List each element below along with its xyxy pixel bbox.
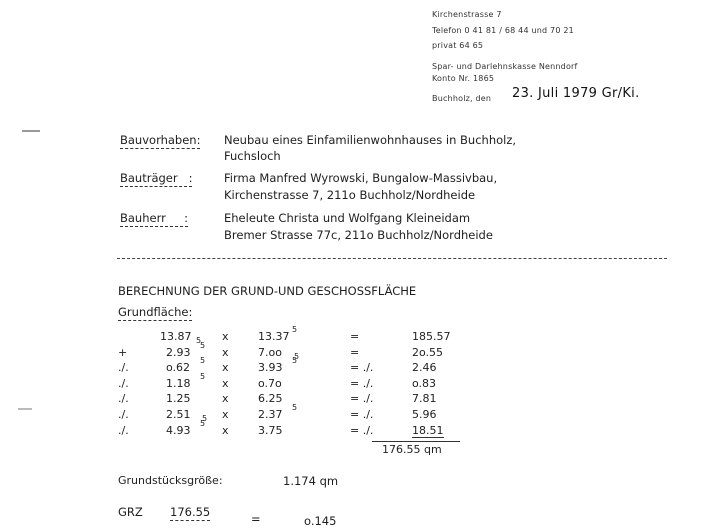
row-width: 3.75 — [258, 423, 283, 437]
row-equals: = ./. — [350, 361, 374, 375]
row-times: x — [222, 408, 229, 421]
row-length: 2.93 — [166, 345, 191, 359]
project-value-bauherr-line2: Bremer Strasse 77c, 211o Buchholz/Nordheide — [224, 228, 493, 242]
total-area: 176.55 qm — [382, 443, 442, 456]
row-superscript: 5 — [292, 356, 298, 366]
row-equals: = ./. — [350, 376, 374, 390]
row-superscript: 5 — [200, 356, 206, 366]
project-label-bautraeger: Bauträger : — [120, 171, 193, 185]
section-separator — [117, 258, 667, 259]
row-times: x — [222, 392, 229, 406]
letterhead-account: Konto Nr. 1865 — [432, 74, 495, 83]
project-label-bauvorhaben: Bauvorhaben: — [120, 133, 201, 147]
row-subscript: 5 — [294, 351, 300, 361]
row-operator: ./. — [118, 408, 129, 421]
calculation-heading: BERECHNUNG DER GRUND-UND GESCHOSSFLÄCHE — [118, 284, 417, 298]
row-operator: + — [118, 345, 128, 359]
row-equals: = ./. — [350, 423, 374, 437]
row-operator: ./. — [118, 423, 129, 437]
grz-equals: = — [251, 512, 261, 526]
row-width: o.7o — [258, 376, 282, 390]
lot-size-label: Grundstücksgröße: — [118, 474, 223, 487]
row-result: 185.57 — [412, 330, 451, 343]
letterhead-private-phone: privat 64 65 — [432, 41, 484, 50]
row-equals: = ./. — [350, 392, 374, 406]
project-value-bauherr-line1: Eheleute Christa und Wolfgang Kleineidam — [224, 211, 471, 225]
project-value-bautraeger-line1: Firma Manfred Wyrowski, Bungalow-Massivbau, — [224, 171, 498, 185]
row-width: 3.93 — [258, 361, 283, 375]
row-width: 6.25 — [258, 392, 283, 406]
row-length: 1.25 — [166, 392, 191, 406]
scan-speck — [22, 130, 40, 132]
project-value-bauvorhaben-line2: Fuchsloch — [224, 149, 281, 163]
letterhead-phone: Telefon 0 41 81 / 68 44 und 70 21 — [432, 26, 574, 35]
lot-size-value: 1.174 qm — [283, 474, 339, 488]
row-subscript: 5 — [196, 336, 202, 345]
row-result: o.83 — [412, 376, 437, 390]
letterhead-place: Buchholz, den — [432, 94, 492, 103]
letterhead-bank: Spar- und Darlehnskasse Nenndorf — [432, 62, 578, 71]
row-result: 2o.55 — [412, 345, 444, 359]
row-superscript: 5 — [200, 340, 206, 350]
row-equals: = — [350, 330, 360, 343]
row-length: 13.87 — [160, 330, 192, 343]
row-result: 7.81 — [412, 392, 437, 406]
row-subscript: 5 — [202, 414, 208, 423]
row-superscript: 5 — [200, 418, 206, 428]
row-length: 4.93 — [166, 423, 191, 437]
row-equals: = ./. — [350, 408, 374, 421]
row-width: 13.37 — [258, 330, 290, 343]
row-times: x — [222, 361, 229, 375]
row-width: 7.oo — [258, 345, 282, 359]
total-rule — [372, 441, 460, 442]
row-times: x — [222, 345, 229, 359]
row-length: 2.51 — [166, 408, 191, 421]
row-operator: ./. — [118, 376, 129, 390]
row-superscript: 5 — [200, 371, 206, 381]
row-result: 5.96 — [412, 408, 437, 421]
grz-label: GRZ — [118, 505, 143, 519]
row-equals: = — [350, 345, 360, 359]
project-value-bauvorhaben-line1: Neubau eines Einfamilienwohnhauses in Buchholz, — [224, 133, 517, 147]
project-value-bautraeger-line2: Kirchenstrasse 7, 211o Buchholz/Nordheide — [224, 188, 476, 202]
row-times: x — [222, 330, 229, 343]
project-label-bauherr: Bauherr : — [120, 211, 188, 225]
row-width: 2.37 — [258, 408, 283, 421]
grz-value: 176.55 — [170, 505, 211, 519]
row-operator: ./. — [118, 361, 129, 375]
row-times: x — [222, 376, 229, 390]
calculation-subheading: Grundfläche: — [118, 305, 193, 319]
grz-result: o.145 — [304, 514, 337, 528]
row-times: x — [222, 423, 229, 437]
row-length: 1.18 — [166, 376, 191, 390]
row-result: 2.46 — [412, 361, 437, 375]
row-operator: ./. — [118, 392, 129, 406]
row-length: o.62 — [166, 361, 191, 375]
row-superscript: 5 — [292, 403, 298, 412]
row-result: 18.51 — [412, 423, 444, 437]
letterhead-street: Kirchenstrasse 7 — [432, 10, 502, 19]
row-superscript: 5 — [292, 325, 298, 334]
scan-speck — [18, 408, 32, 410]
letter-date: 23. Juli 1979 Gr/Ki. — [512, 86, 640, 101]
